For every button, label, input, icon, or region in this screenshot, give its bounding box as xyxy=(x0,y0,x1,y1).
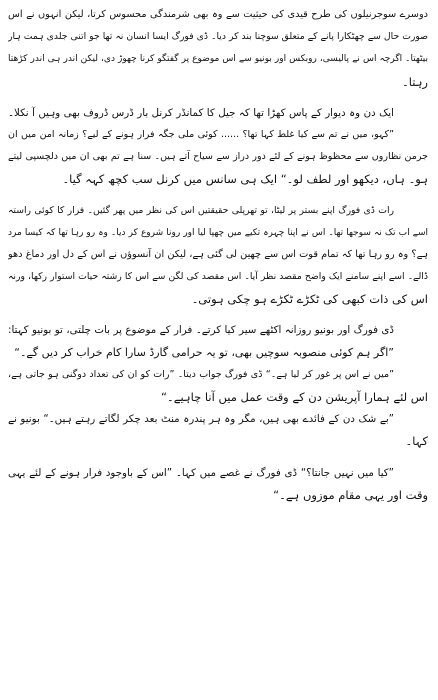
text-line: بیٹھتا۔ اگرچہ اس نے پالیسی، روبکس اور بونیو سے اس موضوع پر گفتگو کرنا چھوڑ دی، لیکن اندر ہی اندر کڑھتا xyxy=(8,54,428,65)
text-line: اسے اب تک نہ سوجھا تھا۔ اس نے اپنا چہرہ تکیے میں چھپا لیا اور رونا شروع کر دیا۔ وہ رو رہا تھا کہ کیسا مرد xyxy=(8,227,428,238)
text-line: ڈالے۔ اسے اپنے سامنے ایک واضح مقصد نظر آیا۔ اس مقصد کی لگن سے اس کا رشتہ حیات استوار رکھا، ورنہ xyxy=(8,271,428,283)
paragraph-2 xyxy=(8,102,428,191)
text-line: ہے؟ وہ رو رہا تھا کہ تمام قوت اس سے چھین لی گئی ہے، لیکن ان آنسوؤں نے اس کے دل اور دماغ دھو xyxy=(8,248,428,260)
dialogue-line: ”اگر ہم کوئی منصوبہ سوچیں بھی، تو یہ حرامی گارڈ سارا کام خراب کر دیں گے۔“ xyxy=(14,345,394,359)
paragraph-1 xyxy=(8,4,428,93)
text-line: صورت حال سے چھٹکارا پانے کے متعلق سوچنا بند کر دیا۔ ڈی فورگ ایسا انسان نہ تھا جو اتنی جلدی ہمت ہار xyxy=(8,31,428,43)
text-line: جرمن نظاروں سے محظوظ ہونے کے لئے دور دراز سے سیاح آتے ہیں۔ سنا ہے تم بھی ان میں دلچسپی لیتے xyxy=(8,151,428,163)
paragraph-5 xyxy=(8,462,428,506)
text-line: اس کی ذات کبھی کی ٹکڑے ٹکڑے ہو چکی ہوتی۔ xyxy=(191,292,428,307)
dialogue-line: ”میں نے اس پر غور کر لیا ہے۔“ ڈی فورگ جواب دیتا۔ ”رات کو ان کی تعداد دوگنی ہو جاتی ہے، xyxy=(8,368,394,380)
text-line: رات ڈی فورگ اپنے بستر پر لیٹا، تو تھرپلی حقیقتیں اس کی نظر میں پھر گئیں۔ فرار کا کوئی راستہ xyxy=(8,204,394,216)
text-line: وقت اور یہی مقام موزوں ہے۔“ xyxy=(273,487,428,502)
dialogue-line: ”کیا میں نہیں جانتا؟“ ڈی فورگ نے غصے میں کہا۔ ”اس کے باوجود فرار ہونے کے لئے یہی xyxy=(8,466,394,479)
paragraph-4 xyxy=(8,319,428,452)
text-line: دوسرے سوجرنیلوں کی طرح قیدی کی حیثیت سے وہ بھی شرمندگی محسوس کرتا، لیکن انہوں نے اس xyxy=(8,9,428,20)
dialogue-line: ”بے شک دن کے فائدے بھی ہیں، مگر وہ ہر پندرہ منٹ بعد چکر لگاتے رہتے ہیں۔“ بونیو نے xyxy=(8,413,394,426)
text-line: ”کہو، میں نے تم سے کیا غلط کہا تھا؟ ...... کوئی ملی جگہ فرار ہونے کے لیے؟ زمانہ امن میں ان xyxy=(8,128,394,140)
text-line: ڈی فورگ اور بونیو روزانہ اکٹھے سیر کیا کرتے۔ فرار کے موضوع پر بات چلتی، تو بونیو کہتا: xyxy=(8,324,394,337)
text-line: کہا۔ xyxy=(405,434,428,449)
text-line: اس لئے ہمارا آپریشن دن کے وقت عمل میں آنا چاہیے۔“ xyxy=(161,390,428,404)
text-line: ایک دن وہ دیوار کے پاس کھڑا تھا کہ جیل کا کمانڈر کرنل بار ڈرس ڈروف بھی وہیں آ نکلا۔ xyxy=(8,106,394,119)
text-line: ہو۔ ہاں، دیکھو اور لطف لو۔“ ایک ہی سانس میں کرنل سب کچھ کہہ گیا۔ xyxy=(62,172,428,187)
text-line: رہتا۔ xyxy=(401,74,428,89)
paragraph-3 xyxy=(8,200,428,311)
